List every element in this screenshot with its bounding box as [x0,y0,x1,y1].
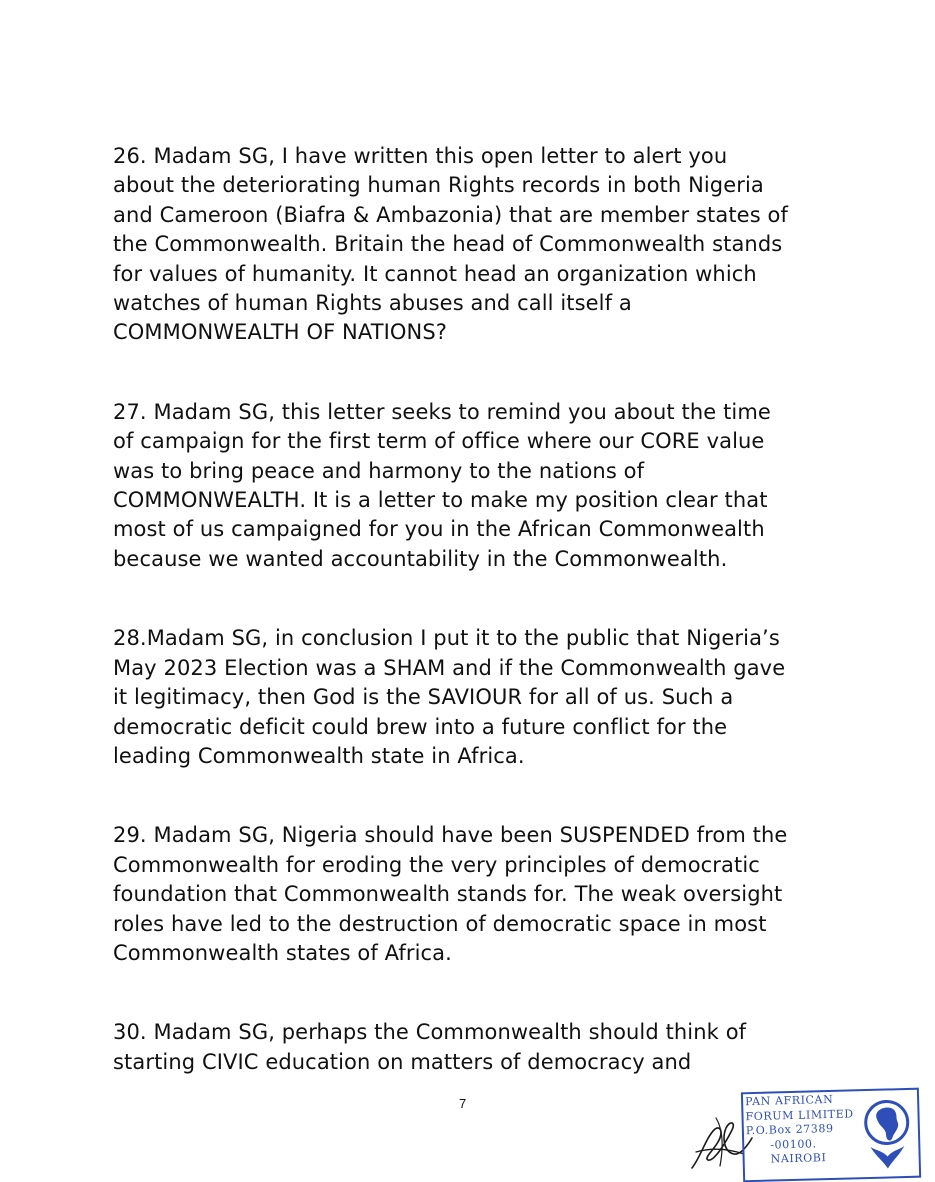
letter-body [113,142,843,1077]
stamp-line-4: -00100. [770,1136,817,1152]
paragraph-28: 28.Madam SG, in conclusion I put it to the public that Nigeria’s May 2023 Election was a SHAM and if the Commonwealth gave it legitimacy, then God is the SAVIOUR for all of us. Such a democratic deficit could brew into a future conflict for the leading Commonwealth state in Africa. [113,626,786,768]
stamp-line-3: P.O.Box 27389 [745,1121,834,1138]
page-number: 7 [459,1096,467,1111]
paragraph-26: 26. Madam SG, I have written this open letter to alert you about the deteriorating human Rights records in both Nigeria and Cameroon (Biafra & Ambazonia) that are member states of the Commonwealth. Britain the head of Commonwealth stands for values of humanity. It cannot head an organization which watches of human Rights abuses and call itself a COMMONWEALTH OF NATIONS? [113,144,788,345]
paragraph-30: 30. Madam SG, perhaps the Commonwealth should think of starting CIVIC education on matters of democracy and [113,1020,747,1074]
africa-globe-logo-icon [861,1094,913,1171]
stamp-text [745,1092,859,1167]
stamp-line-5: NAIROBI [770,1151,827,1166]
paragraph-27: 27. Madam SG, this letter seeks to remind you about the time of campaign for the first term of office where our CORE value was to bring peace and harmony to the nations of COMMONWEALTH. It is a letter to make my position clear that most of us campaigned for you in the African Commonwealth because we wanted accountability in the Commonwealth. [113,399,771,571]
company-stamp [741,1088,919,1181]
paragraph-29: 29. Madam SG, Nigeria should have been SUSPENDED from the Commonwealth for eroding the very principles of democratic foundation that Commonwealth stands for. The weak oversight roles have led to the destruction of democratic space in most Commonwealth states of Africa. [113,823,788,965]
stamp-line-2: FORUM LIMITED [745,1106,854,1123]
stamp-line-1: PAN AFRICAN [744,1092,834,1109]
